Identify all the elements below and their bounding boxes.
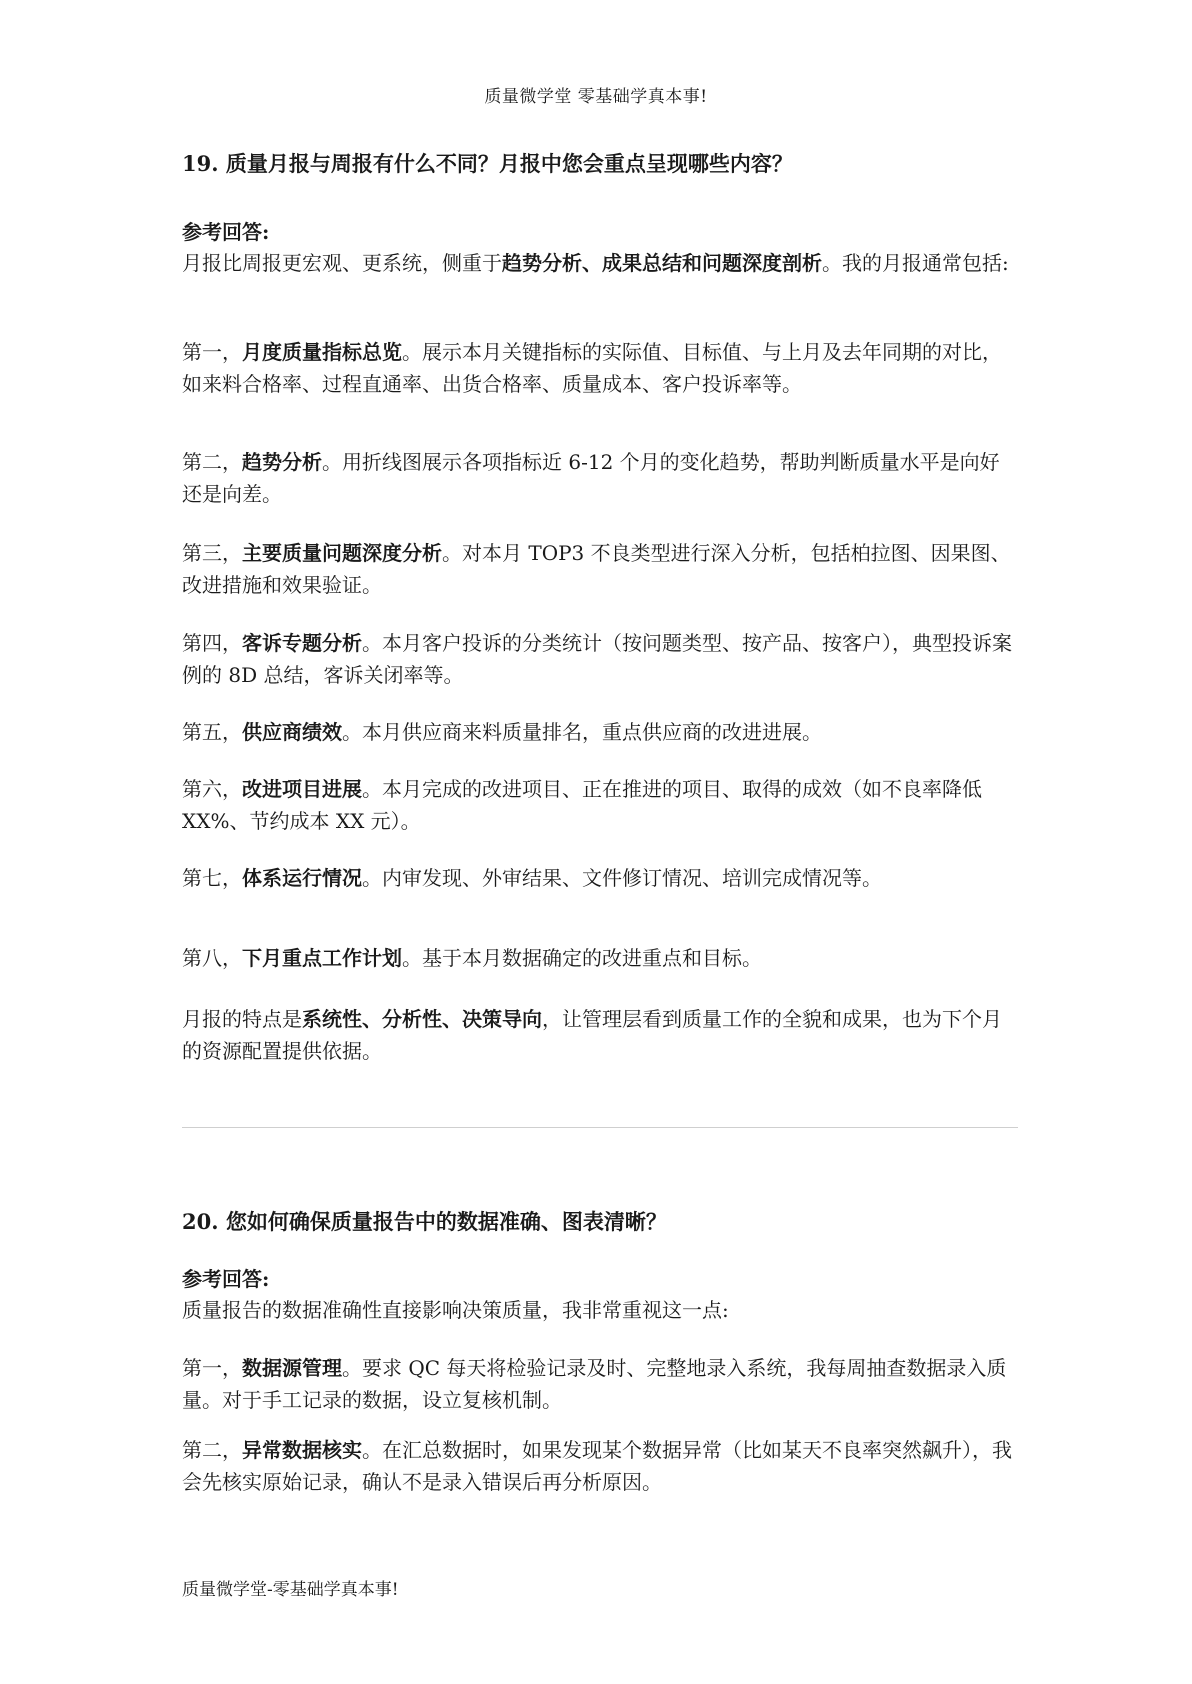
item-text: 。展示本月关键指标的实际值、目标值、与上月及去年同期的对比，如来料合格率、过程直通率、出货合格率、质量成本、客户投诉率等。: [182, 340, 1002, 396]
q19-item-8: [182, 942, 1018, 974]
item-heading: 改进项目进展: [242, 777, 362, 801]
q19-item-2: [182, 446, 1018, 510]
item-ordinal: 第一，: [182, 340, 242, 364]
item-heading: 主要质量问题深度分析: [242, 541, 442, 565]
q19-item-7: [182, 862, 1018, 894]
intro-text: 月报比周报更宏观、更系统，侧重于: [182, 251, 502, 275]
section-divider: [182, 1127, 1018, 1128]
item-ordinal: 第二，: [182, 450, 242, 474]
intro-text-end: 。我的月报通常包括:: [822, 251, 1009, 275]
summary-text: 月报的特点是: [182, 1007, 302, 1031]
item-ordinal: 第五，: [182, 720, 242, 744]
page-header: 质量微学堂 零基础学真本事!: [484, 87, 708, 107]
q19-item-3: [182, 537, 1018, 601]
question-20-section: [182, 1206, 1018, 1238]
q19-item-1: [182, 336, 1018, 400]
item-heading: 体系运行情况: [242, 866, 362, 890]
q19-summary: [182, 1003, 1018, 1067]
answer-intro: [182, 247, 1018, 279]
item-heading: 异常数据核实: [242, 1438, 362, 1462]
item-heading: 月度质量指标总览: [242, 340, 402, 364]
answer-label: 参考回答:: [182, 220, 270, 244]
item-heading: 数据源管理: [242, 1356, 342, 1380]
q19-item-5: [182, 716, 1018, 748]
item-text: 。本月客户投诉的分类统计（按问题类型、按产品、按客户），典型投诉案例的 8D 总结，客诉关闭率等。: [182, 631, 1012, 687]
q20-item-2: [182, 1434, 1018, 1498]
item-heading: 下月重点工作计划: [242, 946, 402, 970]
item-ordinal: 第一，: [182, 1356, 242, 1380]
item-text: 。基于本月数据确定的改进重点和目标。: [402, 946, 762, 970]
q20-item-1: [182, 1352, 1018, 1416]
item-text: 。本月供应商来料质量排名，重点供应商的改进进展。: [342, 720, 822, 744]
summary-emphasis: 系统性、分析性、决策导向: [302, 1007, 542, 1031]
answer-label: 参考回答:: [182, 1267, 270, 1291]
q19-item-4: [182, 627, 1018, 691]
answer-intro: 质量报告的数据准确性直接影响决策质量，我非常重视这一点:: [182, 1298, 729, 1322]
question-19-answer: [182, 217, 1018, 279]
item-heading: 客诉专题分析: [242, 631, 362, 655]
item-ordinal: 第六，: [182, 777, 242, 801]
item-text: 。要求 QC 每天将检验记录及时、完整地录入系统，我每周抽查数据录入质量。对于手工记录的数据，设立复核机制。: [182, 1356, 1007, 1412]
item-text: 。在汇总数据时，如果发现某个数据异常（比如某天不良率突然飙升），我会先核实原始记录，确认不是录入错误后再分析原因。: [182, 1438, 1012, 1494]
item-text: 。本月完成的改进项目、正在推进的项目、取得的成效（如不良率降低 XX%、节约成本 XX 元）。: [182, 777, 982, 833]
item-ordinal: 第七，: [182, 866, 242, 890]
item-ordinal: 第二，: [182, 1438, 242, 1462]
item-ordinal: 第四，: [182, 631, 242, 655]
item-ordinal: 第三，: [182, 541, 242, 565]
item-heading: 供应商绩效: [242, 720, 342, 744]
question-20-title: 20. 您如何确保质量报告中的数据准确、图表清晰？: [182, 1209, 667, 1234]
item-heading: 趋势分析: [242, 450, 322, 474]
item-text: 。内审发现、外审结果、文件修订情况、培训完成情况等。: [362, 866, 882, 890]
item-text: 。对本月 TOP3 不良类型进行深入分析，包括柏拉图、因果图、改进措施和效果验证。: [182, 541, 1011, 597]
summary-text-end: ，让管理层看到质量工作的全貌和成果，也为下个月的资源配置提供依据。: [182, 1007, 1002, 1063]
item-ordinal: 第八，: [182, 946, 242, 970]
q19-item-6: [182, 773, 1018, 837]
item-text: 。用折线图展示各项指标近 6-12 个月的变化趋势，帮助判断质量水平是向好还是向差。: [182, 450, 1000, 506]
page-footer: 质量微学堂-零基础学真本事!: [182, 1580, 399, 1600]
question-20-answer: [182, 1264, 1018, 1326]
question-19-section: [182, 148, 1018, 180]
intro-emphasis: 趋势分析、成果总结和问题深度剖析: [502, 251, 822, 275]
question-19-title: 19. 质量月报与周报有什么不同？月报中您会重点呈现哪些内容？: [182, 151, 793, 176]
